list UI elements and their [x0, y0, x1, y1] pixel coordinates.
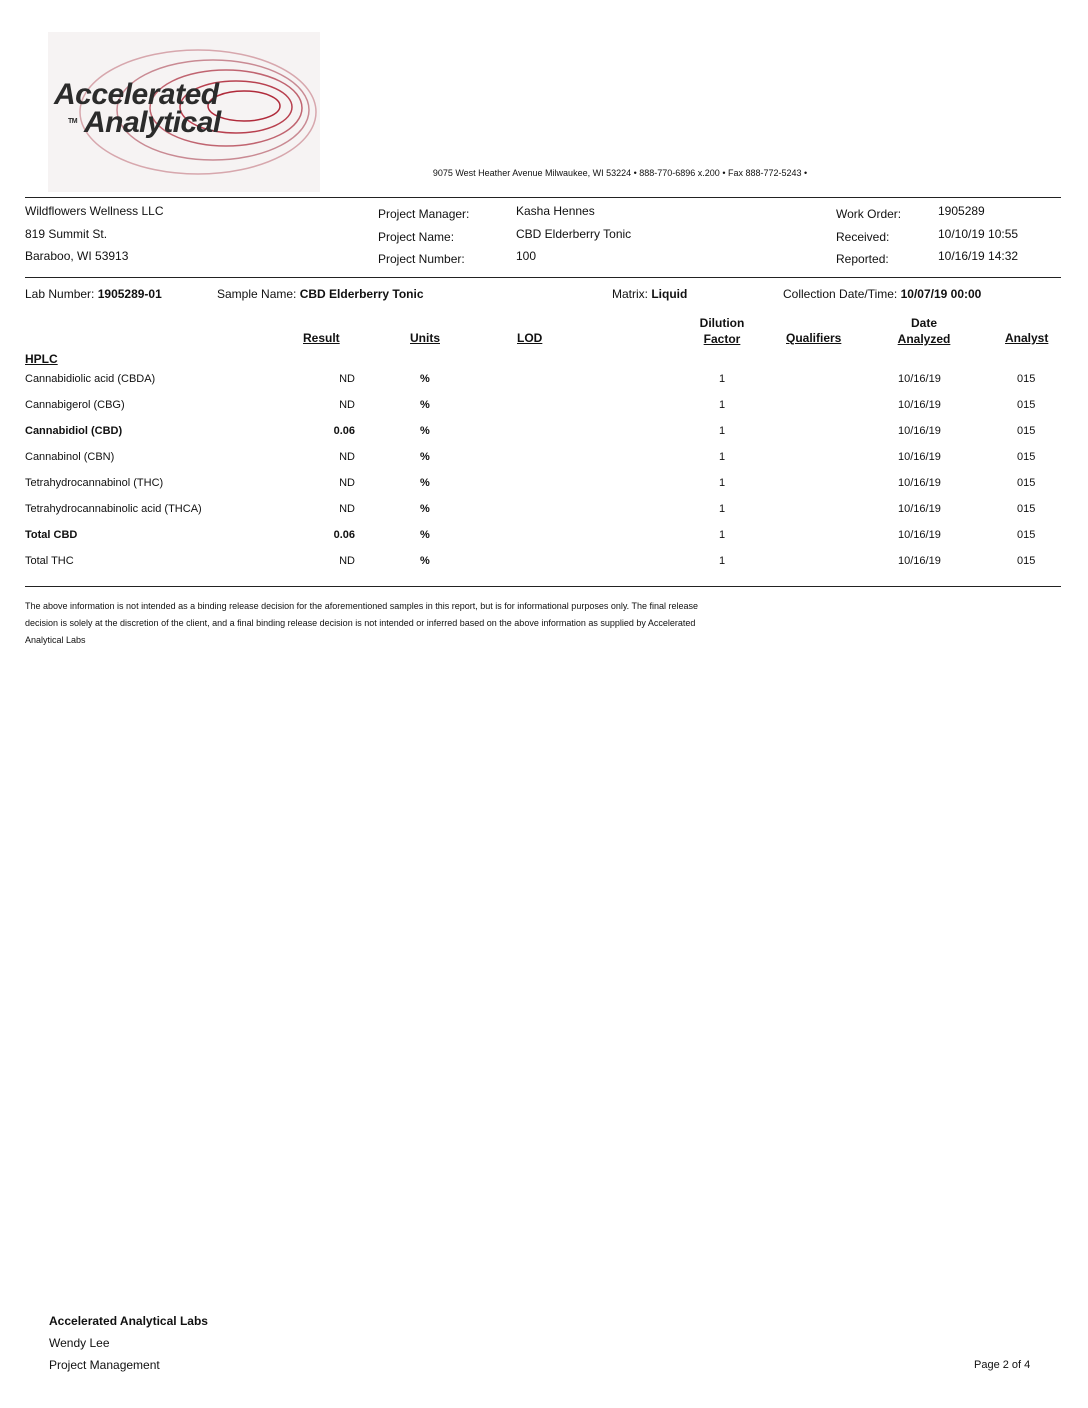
- header-dilution-factor: [682, 315, 762, 347]
- analyte-cell: Total THC: [25, 555, 74, 567]
- analyte-cell: Tetrahydrocannabinolic acid (THCA): [25, 503, 202, 515]
- dilution-cell: 1: [718, 399, 726, 411]
- header-dilution-line2: Factor: [703, 332, 741, 346]
- result-cell: ND: [339, 477, 355, 489]
- lab-number: [25, 287, 162, 301]
- units-cell: %: [420, 399, 430, 411]
- dilution-cell: 1: [718, 503, 726, 515]
- company-logo: [48, 32, 320, 192]
- analyte-cell: Total CBD: [25, 529, 78, 541]
- footer-company: Accelerated Analytical Labs: [49, 1314, 208, 1328]
- work-order-value: 1905289: [938, 204, 985, 218]
- result-cell: ND: [339, 399, 355, 411]
- header-dilution-line1: Dilution: [699, 316, 745, 330]
- table-row: [0, 529, 1088, 555]
- analyte-cell: Cannabidiol (CBD): [25, 425, 123, 437]
- analyst-cell: 015: [1017, 425, 1036, 437]
- header-date-line2: Analyzed: [897, 332, 951, 346]
- analyst-cell: 015: [1017, 503, 1036, 515]
- result-cell: ND: [339, 373, 355, 385]
- analyte-cell: Cannabidiolic acid (CBDA): [25, 373, 156, 385]
- collection-label: Collection Date/Time:: [783, 287, 898, 301]
- analyte-cell: Cannabigerol (CBG): [25, 399, 125, 411]
- date-analyzed-cell: 10/16/19: [898, 373, 941, 385]
- project-number-value: 100: [516, 249, 537, 263]
- date-analyzed-cell: 10/16/19: [898, 451, 941, 463]
- dilution-cell: 1: [718, 425, 726, 437]
- analyst-cell: 015: [1017, 555, 1036, 567]
- received-label: Received:: [836, 230, 890, 244]
- header-analyst: Analyst: [1005, 331, 1049, 345]
- disclaimer-line-3: Analytical Labs: [25, 635, 86, 645]
- date-analyzed-cell: 10/16/19: [898, 399, 941, 411]
- footer-department: Project Management: [49, 1358, 160, 1372]
- header-date-line1: Date: [910, 316, 937, 330]
- logo-line-1: Accelerated: [54, 78, 219, 111]
- page-number: Page 2 of 4: [974, 1359, 1031, 1371]
- lab-address: 9075 West Heather Avenue Milwaukee, WI 53224 • 888-770-6896 x.200 • Fax 888-772-5243 •: [432, 168, 808, 178]
- logo-trademark: TM: [68, 118, 78, 125]
- sample-name-value: CBD Elderberry Tonic: [299, 287, 424, 301]
- table-row: [0, 555, 1088, 581]
- table-divider: [25, 586, 1061, 587]
- matrix-value: Liquid: [651, 287, 688, 301]
- disclaimer-line-1: The above information is not intended as a binding release decision for the aforementioned samples in this report, but is for informational purposes only. The final release: [25, 601, 699, 611]
- analyte-cell: Tetrahydrocannabinol (THC): [25, 477, 164, 489]
- result-cell: 0.06: [333, 425, 355, 437]
- project-number-label: Project Number:: [378, 252, 465, 266]
- result-cell: 0.06: [333, 529, 355, 541]
- project-name-label: Project Name:: [378, 230, 455, 244]
- disclaimer: [25, 598, 845, 649]
- matrix: [612, 287, 687, 301]
- lab-number-value: 1905289-01: [97, 287, 162, 301]
- analyst-cell: 015: [1017, 477, 1036, 489]
- analyst-cell: 015: [1017, 451, 1036, 463]
- client-street: 819 Summit St.: [25, 227, 108, 241]
- client-name: Wildflowers Wellness LLC: [25, 204, 164, 218]
- dilution-cell: 1: [718, 373, 726, 385]
- client-divider: [25, 277, 1061, 278]
- table-row: [0, 373, 1088, 399]
- disclaimer-line-2: decision is solely at the discretion of the client, and a final binding release decision is not intended or inferred based on the above information as supplied by Accelerated: [25, 618, 696, 628]
- result-cell: ND: [339, 555, 355, 567]
- project-manager-value: Kasha Hennes: [516, 204, 595, 218]
- lab-number-label: Lab Number:: [25, 287, 95, 301]
- client-city: Baraboo, WI 53913: [25, 249, 129, 263]
- date-analyzed-cell: 10/16/19: [898, 503, 941, 515]
- table-row: [0, 477, 1088, 503]
- analyst-cell: 015: [1017, 399, 1036, 411]
- project-manager-label: Project Manager:: [378, 207, 470, 221]
- analyst-cell: 015: [1017, 373, 1036, 385]
- result-cell: ND: [339, 451, 355, 463]
- table-row: [0, 399, 1088, 425]
- logo-line-2: Analytical: [84, 106, 221, 139]
- table-row: [0, 503, 1088, 529]
- dilution-cell: 1: [718, 451, 726, 463]
- footer-person: Wendy Lee: [49, 1336, 110, 1350]
- date-analyzed-cell: 10/16/19: [898, 425, 941, 437]
- received-value: 10/10/19 10:55: [938, 227, 1019, 241]
- date-analyzed-cell: 10/16/19: [898, 477, 941, 489]
- result-cell: ND: [339, 503, 355, 515]
- matrix-label: Matrix:: [612, 287, 648, 301]
- section-hplc: HPLC: [25, 352, 58, 366]
- reported-label: Reported:: [836, 252, 889, 266]
- table-row: [0, 451, 1088, 477]
- collection-datetime: [783, 287, 981, 301]
- units-cell: %: [420, 555, 430, 567]
- units-cell: %: [420, 503, 430, 515]
- sample-name-label: Sample Name:: [217, 287, 297, 301]
- header-qualifiers: Qualifiers: [786, 331, 842, 345]
- units-cell: %: [420, 477, 430, 489]
- project-name-value: CBD Elderberry Tonic: [516, 227, 632, 241]
- units-cell: %: [420, 373, 430, 385]
- units-cell: %: [420, 425, 430, 437]
- header-divider: [25, 197, 1061, 198]
- sample-name: [217, 287, 424, 301]
- units-cell: %: [420, 451, 430, 463]
- date-analyzed-cell: 10/16/19: [898, 555, 941, 567]
- analyst-cell: 015: [1017, 529, 1036, 541]
- work-order-label: Work Order:: [836, 207, 902, 221]
- header-date-analyzed: [884, 315, 964, 347]
- analyte-cell: Cannabinol (CBN): [25, 451, 115, 463]
- date-analyzed-cell: 10/16/19: [898, 529, 941, 541]
- reported-value: 10/16/19 14:32: [938, 249, 1019, 263]
- dilution-cell: 1: [718, 529, 726, 541]
- dilution-cell: 1: [718, 555, 726, 567]
- units-cell: %: [420, 529, 430, 541]
- header-lod: LOD: [517, 331, 543, 345]
- header-units: Units: [410, 331, 440, 345]
- header-result: Result: [303, 331, 340, 345]
- collection-value: 10/07/19 00:00: [900, 287, 982, 301]
- table-row: [0, 425, 1088, 451]
- dilution-cell: 1: [718, 477, 726, 489]
